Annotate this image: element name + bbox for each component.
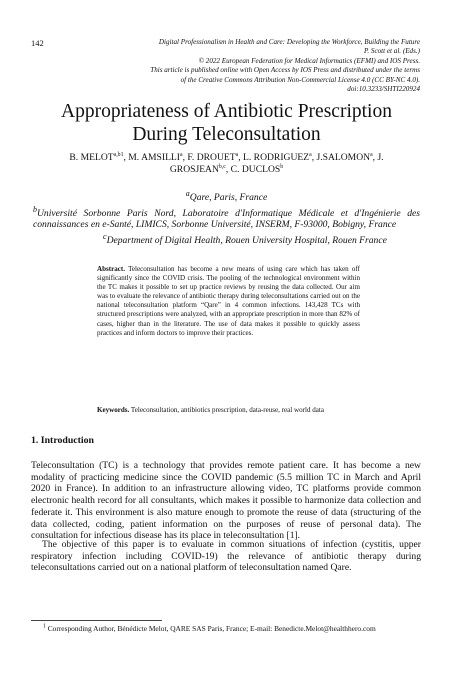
affiliation-mark: a xyxy=(185,189,190,198)
header-line-editors: P. Scott et al. (Eds.) xyxy=(363,47,420,56)
author-affiliation-mark: a xyxy=(309,151,312,158)
footnote-mark: 1 xyxy=(43,623,46,630)
author-name: GROSJEAN xyxy=(169,163,219,175)
paper-title xyxy=(40,100,413,146)
page-number: 142 xyxy=(31,38,44,48)
author-affiliation-mark: a xyxy=(370,151,373,158)
title-line-1: Appropriateness of Antibiotic Prescription xyxy=(61,101,392,122)
footnote-divider xyxy=(31,620,162,621)
section-heading: 1. Introduction xyxy=(31,435,94,446)
author-name: , J.SALOMON xyxy=(311,152,371,163)
header-line-license: of the Creative Commons Attribution Non-Commercial License 4.0 (CC BY-NC 4.0). xyxy=(180,75,420,84)
author-affiliation-mark: a xyxy=(179,151,183,158)
author-affiliation-mark: b xyxy=(280,163,284,170)
affiliation-a xyxy=(33,188,420,204)
running-header xyxy=(60,38,420,94)
author-name: , J. xyxy=(372,152,384,163)
author-name: , L. RODRIGUEZ xyxy=(238,152,310,163)
abstract-label: Abstract. xyxy=(97,265,125,273)
header-line-open-access: This article is published online with Open Access by IOS Press and distributed under the terms xyxy=(150,66,420,75)
affiliations xyxy=(33,188,420,246)
header-line-doi: doi:10.3233/SHTI220924 xyxy=(347,85,420,94)
body-paragraph: Teleconsultation (TC) is a technology that provides remote patient care. It has become a new modality of practicing medicine since the COVID pandemic (5.5 million TC in March and April 2020 in France). In addition to an infrastructure allowing video, TC platforms provide common electronic health record for all consultants, which makes it possible to harmonize data collection and federate it. This environment is also mature enough to promote the reuse of data (structuring of the data collected, coding, patient information on the purposes of reuse of personal data). The consultation for infectious disease has its place in teleconsultation [1]. xyxy=(31,460,421,542)
abstract-text: Teleconsultation has become a new means of using care which has taken off significantly since the COVID crisis. The pooling of the technological environment within the TC makes it possible to set up practice reviews by reusing the data collected. Our aim was to evaluate the relevance of antibiotic therapy during teleconsultations carried out on the national teleconsultation platform “Qare” in 4 common infections. 143,428 TCs with structured prescriptions were analyzed, with an appropriate prescription in more than 82% of cases, higher than in the literature. The use of data makes it possible to quickly assess practices and inform doctors to improve their practices. xyxy=(97,265,360,337)
author-affiliation-mark: a,b1 xyxy=(113,151,124,158)
affiliation-text: Université Sorbonne Paris Nord, Laboratoire d'Informatique Médicale et d'Ingénierie des connaissances en e-Santé, LIMICS, Sorbonne Université, INSERM, F-93000, Bobigny, France xyxy=(33,207,420,231)
affiliation-mark: b xyxy=(33,204,37,214)
footnote xyxy=(31,624,421,634)
author-list xyxy=(40,152,413,175)
header-line-book-title: Digital Professionalism in Health and Care: Developing the Workforce, Building the Future xyxy=(158,38,420,46)
abstract xyxy=(97,265,360,338)
author-affiliation-mark: a xyxy=(235,151,239,158)
author-name: , C. DUCLOS xyxy=(225,163,281,175)
author-name: , M. AMSILLI xyxy=(123,152,180,163)
keywords xyxy=(97,406,360,415)
footnote-text: Corresponding Author, Bénédicte Melot, QARE SAS Paris, France; E-mail: Benedicte.Melot@healthhero.com xyxy=(45,624,376,633)
title-line-2: During Teleconsultation xyxy=(132,124,321,145)
affiliation-text: Qare, Paris, France xyxy=(189,192,268,204)
affiliation-text: Department of Digital Health, Rouen University Hospital, Rouen France xyxy=(106,234,387,246)
affiliation-mark: c xyxy=(103,231,107,241)
body-paragraph: The objective of this paper is to evaluate in common situations of infection (cystitis, upper respiratory infection including COVID-19) the relevance of antibiotic therapy during teleconsultations carried out on a national platform of teleconsultation named Qare. xyxy=(31,539,421,574)
author-affiliation-mark: b,c xyxy=(218,163,226,170)
affiliation-c xyxy=(33,231,420,247)
author-name: B. MELOT xyxy=(69,152,114,163)
header-line-copyright: © 2022 European Federation for Medical Informatics (EFMI) and IOS Press. xyxy=(198,56,420,65)
author-name: , F. DROUET xyxy=(182,152,236,163)
keywords-label: Keywords. xyxy=(97,406,130,414)
affiliation-b xyxy=(33,204,420,231)
keywords-text: Teleconsultation, antibiotics prescription, data-reuse, real world data xyxy=(129,406,324,414)
